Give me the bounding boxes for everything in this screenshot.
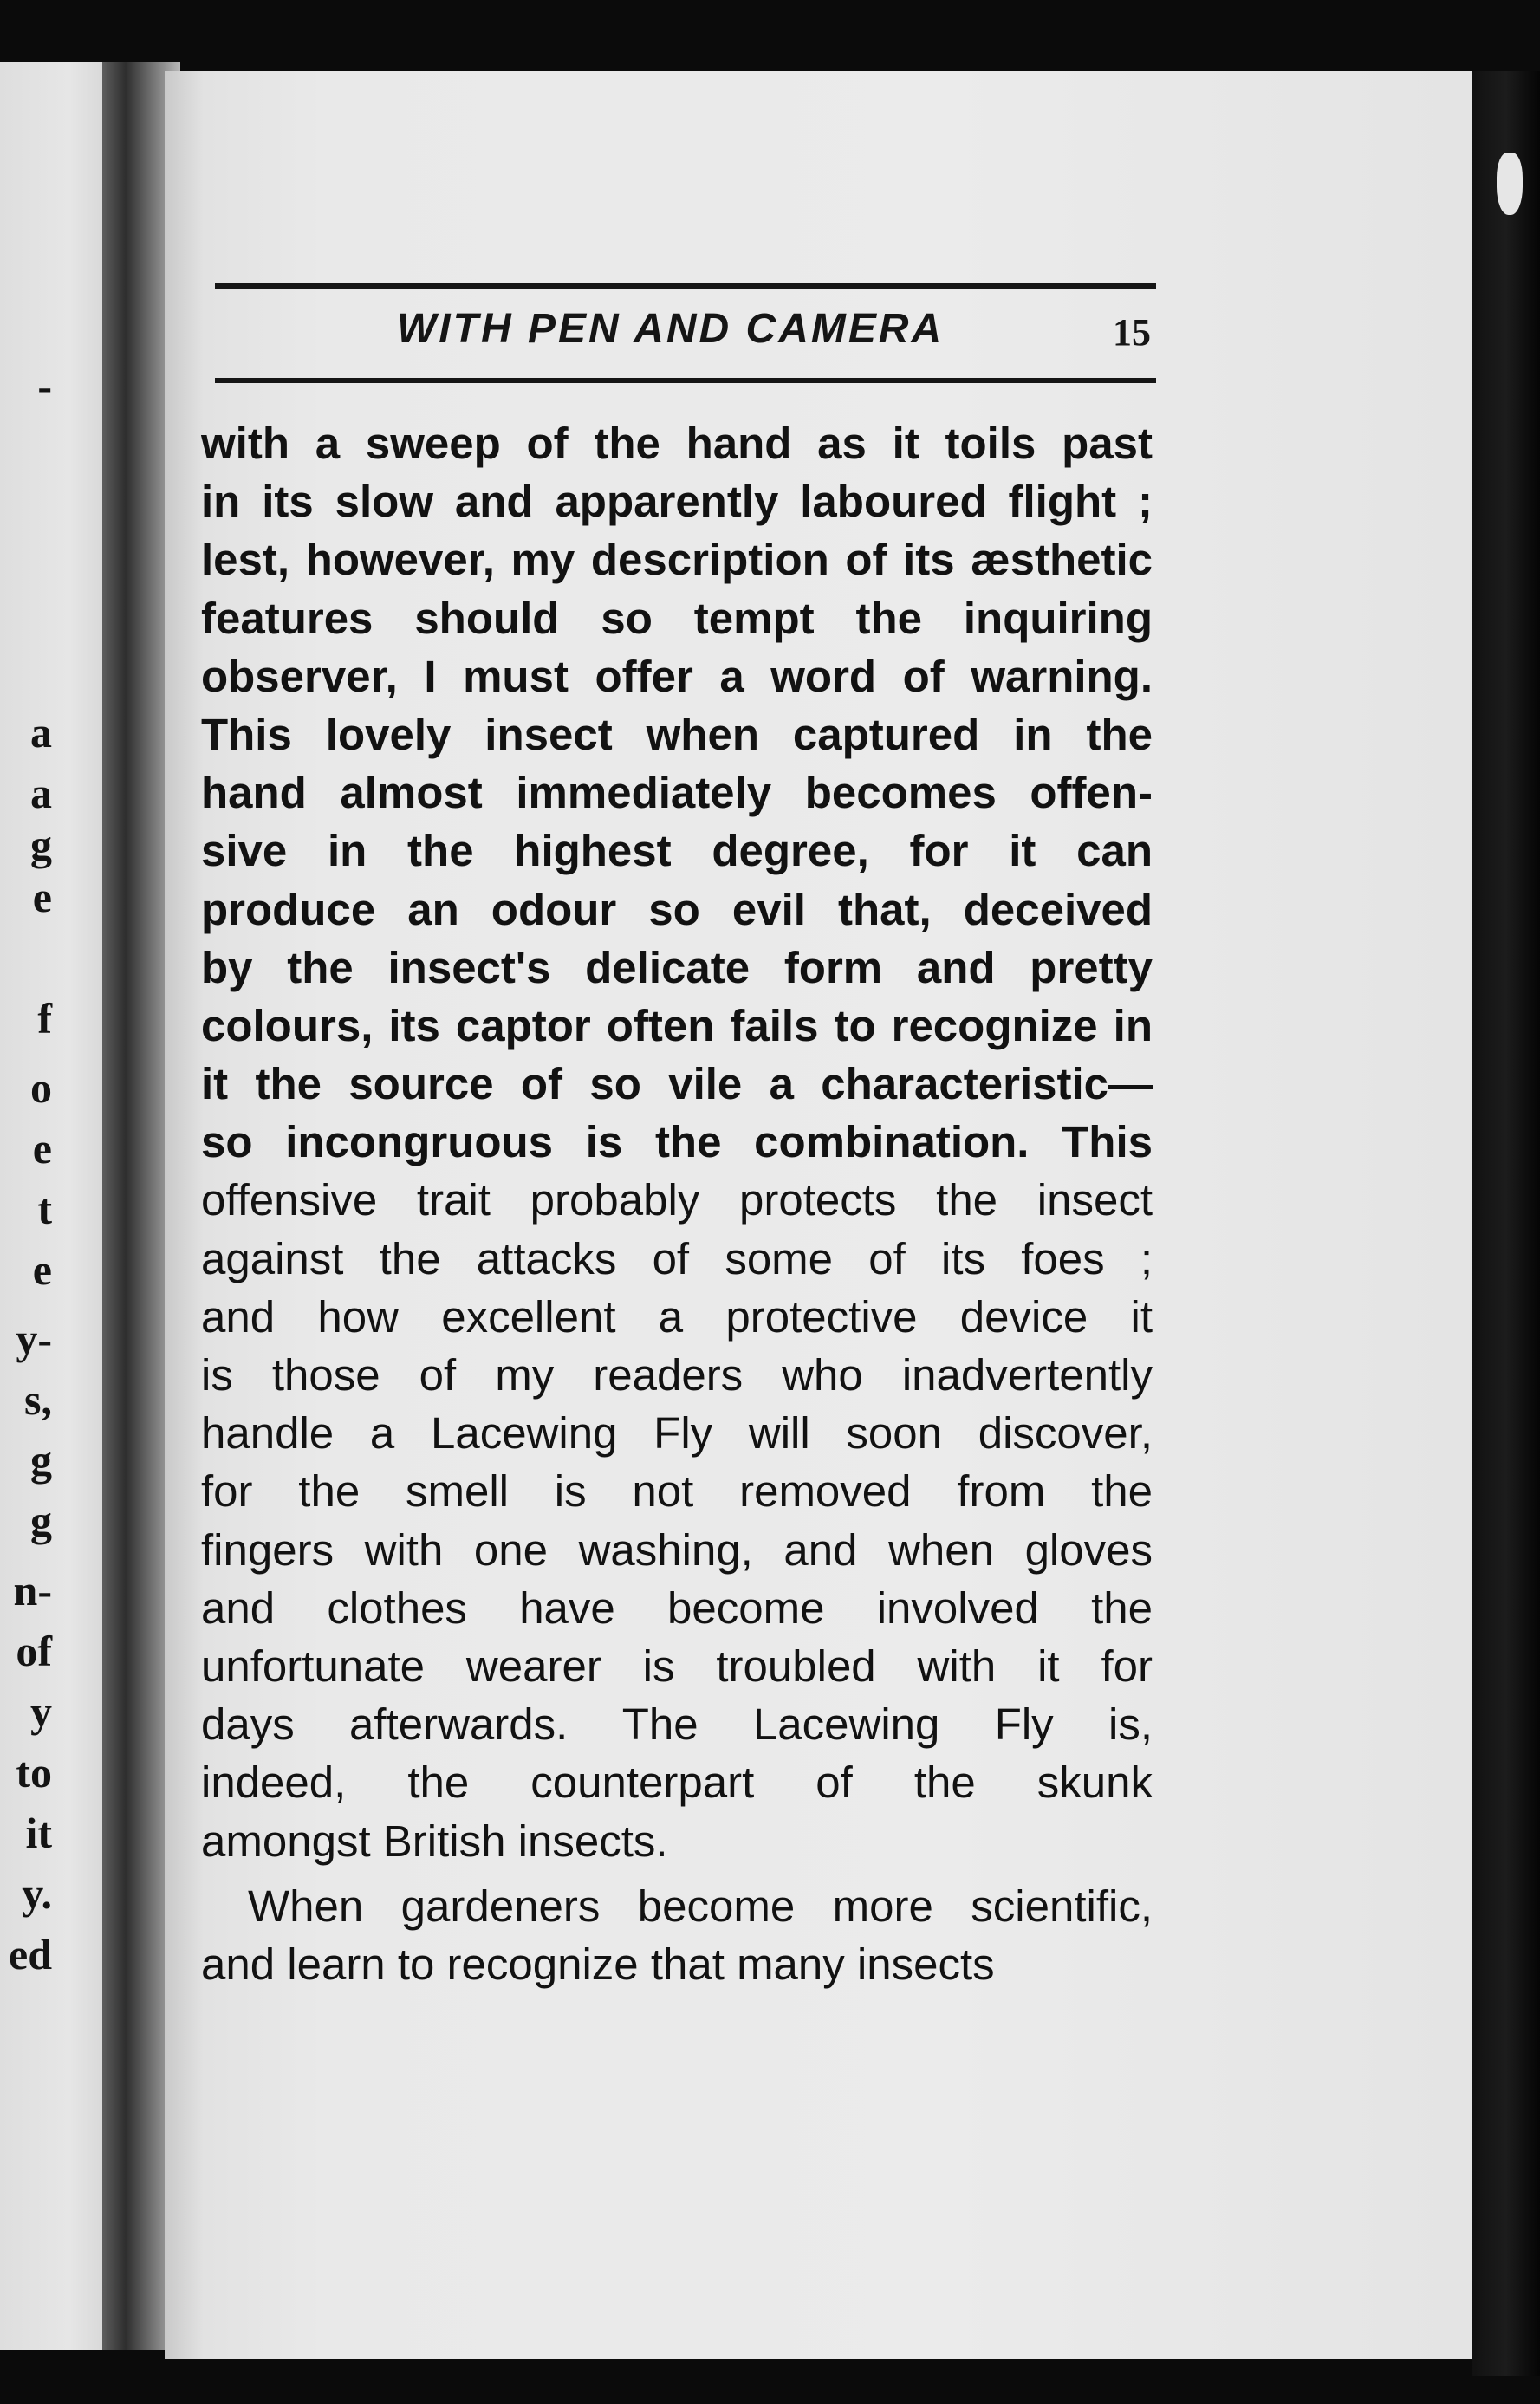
facing-page-fragment: g (30, 1436, 52, 1485)
text-line: in its slow and apparently laboured flight ; (201, 477, 1153, 527)
facing-page-fragment: to (16, 1748, 52, 1797)
text-line: offensive trait probably protects the insect (201, 1175, 1153, 1225)
facing-page-text-fragments (0, 62, 52, 2350)
text-line: sive in the highest degree, for it can (201, 826, 1153, 876)
text-line: is those of my readers who inadvertently (201, 1350, 1153, 1400)
text-line: days afterwards. The Lacewing Fly is, (201, 1699, 1153, 1750)
scan-artifact (1497, 153, 1523, 215)
running-head (215, 305, 1156, 366)
facing-page-fragment: e (32, 873, 52, 921)
page-edge-right (1472, 71, 1540, 2376)
text-line: produce an odour so evil that, deceived (201, 884, 1153, 934)
text-line: features should so tempt the inquiring (201, 593, 1153, 643)
text-line: indeed, the counterpart of the skunk (201, 1758, 1153, 1808)
facing-page-fragment: e (32, 1124, 52, 1173)
facing-page-fragment: g (30, 1497, 52, 1545)
facing-page-fragment: of (16, 1627, 52, 1675)
text-line: unfortunate wearer is troubled with it for (201, 1641, 1153, 1691)
body-text (201, 414, 1153, 1993)
facing-page-fragment: a (30, 769, 52, 817)
facing-page-fragment: f (37, 994, 52, 1043)
text-line: so incongruous is the combination. This (201, 1117, 1153, 1167)
running-head-title: WITH PEN AND CAMERA (397, 306, 945, 352)
text-line: and clothes have become involved the (201, 1582, 1153, 1633)
text-line: handle a Lacewing Fly will soon discover, (201, 1408, 1153, 1459)
text-line: lest, however, my description of its æsthetic (201, 535, 1153, 585)
text-line: amongst British insects. (201, 1816, 668, 1866)
facing-page-fragment: t (37, 1185, 52, 1233)
facing-page-fragment: y. (22, 1869, 52, 1918)
page-number: 15 (1113, 311, 1151, 354)
text-line: This lovely insect when captured in the (201, 709, 1153, 759)
facing-page-fragment: a (30, 708, 52, 757)
facing-page-fragment: s, (24, 1375, 52, 1424)
facing-page-fragment: it (25, 1809, 52, 1857)
text-line: for the smell is not removed from the (201, 1466, 1153, 1517)
facing-page-fragment: g (30, 821, 52, 869)
text-line: against the attacks of some of its foes ; (201, 1233, 1153, 1283)
text-line: fingers with one washing, and when gloves (201, 1524, 1153, 1575)
text-line: it the source of so vile a characteristic— (201, 1059, 1153, 1109)
text-line: and how excellent a protective device it (201, 1291, 1153, 1342)
text-line: observer, I must offer a word of warning. (201, 651, 1153, 701)
text-line: by the insect's delicate form and pretty (201, 942, 1153, 992)
text-line: and learn to recognize that many insects (201, 1939, 995, 1989)
facing-page-fragment: n- (13, 1566, 52, 1615)
facing-page-fragment: o (30, 1063, 52, 1112)
facing-page-fragment: ed (9, 1930, 52, 1978)
facing-page-fragment: e (32, 1245, 52, 1294)
text-line: with a sweep of the hand as it toils past (201, 419, 1153, 468)
header-rule-top (215, 283, 1156, 289)
facing-page-fragment: - (37, 361, 52, 410)
facing-page-fragment: y- (16, 1315, 52, 1363)
header-rule-bottom (215, 378, 1156, 383)
paragraph-start-line: When gardeners become more scientific, (248, 1881, 1153, 1931)
text-line: colours, its captor often fails to recognize in (201, 1000, 1153, 1050)
facing-page-fragment: y (30, 1687, 52, 1736)
text-line: hand almost immediately becomes offen- (201, 768, 1153, 818)
